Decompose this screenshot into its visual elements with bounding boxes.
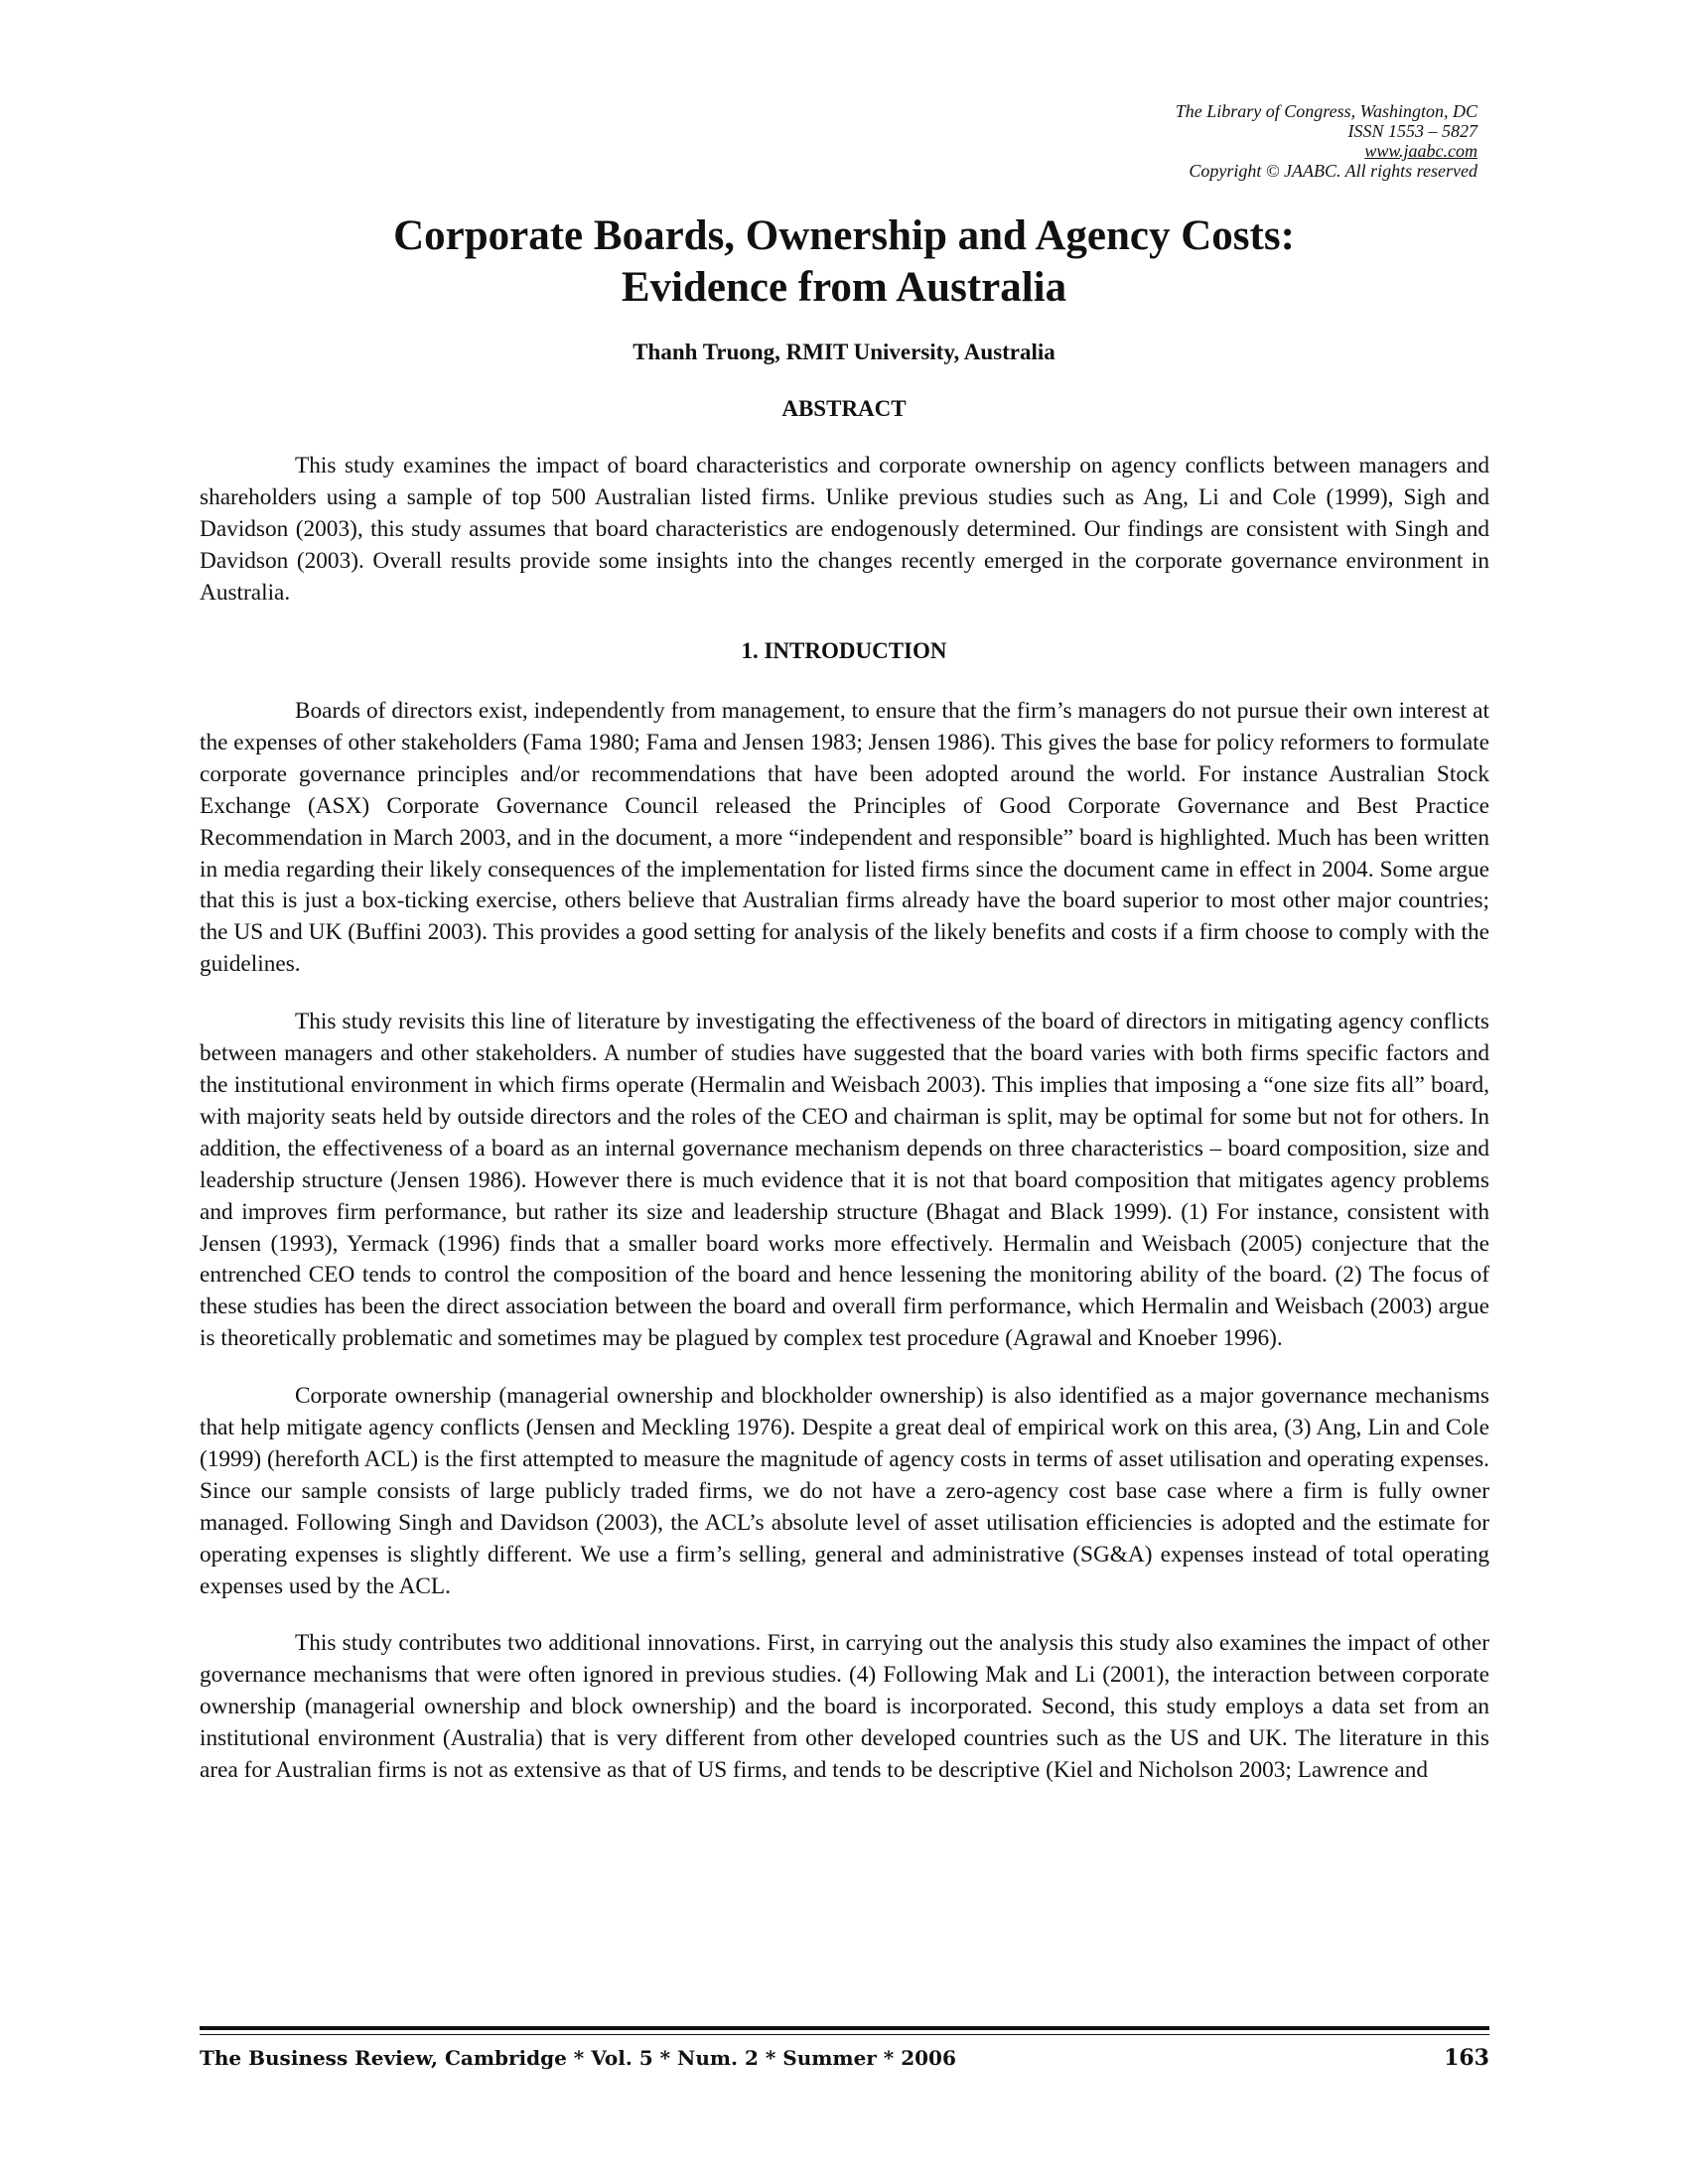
abstract-section [200,451,1489,635]
paragraph: Corporate ownership (managerial ownership and blockholder ownership) is also identified as a major governance mechanisms that help mitigate agency conflicts (Jensen and Meckling 1976). Despite a great deal of empirical work on this area, (3) Ang, Lin and Cole (1999) (hereforth ACL) is the first attempted to measure the magnitude of agency costs in terms of asset utilisation and operating expenses. Since our sample consists of large publicly traded firms, we do not have a zero-agency cost base case where a firm is fully owner managed. Following Singh and Davidson (2003), the ACL’s absolute level of asset utilisation efficiencies is adopted and the estimate for operating expenses is slightly different. We use a firm’s selling, general and administrative (SG&A) expenses instead of total operating expenses used by the ACL. [200,1383,1489,1599]
paragraph: Boards of directors exist, independently from management, to ensure that the firm’s managers do not pursue their own interest at the expenses of other stakeholders (Fama 1980; Fama and Jensen 1983; Jensen 1986). This gives the base for policy reformers to formulate corporate governance principles and/or recommendations that have been adopted around the world. For instance Australian Stock Exchange (ASX) Corporate Governance Council released the Principles of Good Corporate Governance and Best Practice Recommendation in March 2003, and in the document, a more “independent and responsible” board is highlighted. Much has been written in media regarding their likely consequences of the implementation for listed firms since the document came in effect in 2004. Some argue that this is just a box-ticking exercise, others believe that Australian firms already have the board superior to most other major countries; the US and UK (Buffini 2003). This provides a good setting for analysis of the likely benefits and costs if a firm choose to comply with the guidelines. [200,698,1489,978]
copyright-line: Copyright © JAABC. All rights reserved [1189,161,1477,181]
title-line-1: Corporate Boards, Ownership and Agency Costs: [393,212,1295,259]
author-affiliation: Thanh Truong, RMIT University, Australia [633,340,1055,364]
journal-citation: The Business Review, Cambridge * Vol. 5 * Num. 2 * Summer * 2006 [200,2046,956,2070]
footer-rule [200,2026,1489,2030]
publisher-line: The Library of Congress, Washington, DC [1175,101,1477,121]
paper-title [0,210,1688,314]
introduction-heading: 1. INTRODUCTION [741,638,947,663]
paragraph: This study contributes two additional innovations. First, in carrying out the analysis this study also examines the impact of other governance mechanisms that were often ignored in previous studies. (4) Following Mak and Li (2001), the interaction between corporate ownership (managerial ownership and block ownership) and the board is incorporated. Second, this study employs a data set from an institutional environment (Australia) that is very different from other developed countries such as the US and UK. The literature in this area for Australian firms is not as extensive as that of US firms, and tends to be descriptive (Kiel and Nicholson 2003; Lawrence and [200,1630,1489,1784]
abstract-heading: ABSTRACT [781,396,907,421]
title-line-2: Evidence from Australia [621,264,1067,311]
issn-line: ISSN 1553 – 5827 [1347,121,1477,141]
abstract-text: This study examines the impact of board characteristics and corporate ownership on agency conflicts between managers and shareholders using a sample of top 500 Australian listed firms. Unlike previous studies such as Ang, Li and Cole (1999), Sigh and Davidson (2003), this study assumes that board characteristics are endogenously determined. Our findings are consistent with Singh and Davidson (2003). Overall results provide some insights into the changes recently emerged in the corporate governance environment in Australia. [200,453,1489,606]
introduction-body [200,696,1489,1813]
footer-rule-thin [200,2034,1489,2035]
paragraph: This study revisits this line of literature by investigating the effectiveness of the board of directors in mitigating agency conflicts between managers and other stakeholders. A number of studies have suggested that the board varies with both firms specific factors and the institutional environment in which firms operate (Hermalin and Weisbach 2003). This implies that imposing a “one size fits all” board, with majority seats held by outside directors and the roles of the CEO and chairman is split, may be optimal for some but not for others. In addition, the effectiveness of a board as an internal governance mechanism depends on three characteristics – board composition, size and leadership structure (Jensen 1986). However there is much evidence that it is not that board composition that mitigates agency problems and improves firm performance, but rather its size and leadership structure (Bhagat and Black 1999). (1) For instance, consistent with Jensen (1993), Yermack (1996) finds that a smaller board works more effectively. Hermalin and Weisbach (2005) conjecture that the entrenched CEO tends to control the composition of the board and hence lessening the monitoring ability of the board. (2) The focus of these studies has been the direct association between the board and overall firm performance, which Hermalin and Weisbach (2003) argue is theoretically problematic and sometimes may be plagued by complex test procedure (Agrawal and Knoeber 1996). [200,1009,1489,1352]
masthead [1176,101,1477,181]
journal-url-link[interactable]: www.jaabc.com [1364,141,1477,161]
page-number: 163 [1444,2045,1489,2071]
